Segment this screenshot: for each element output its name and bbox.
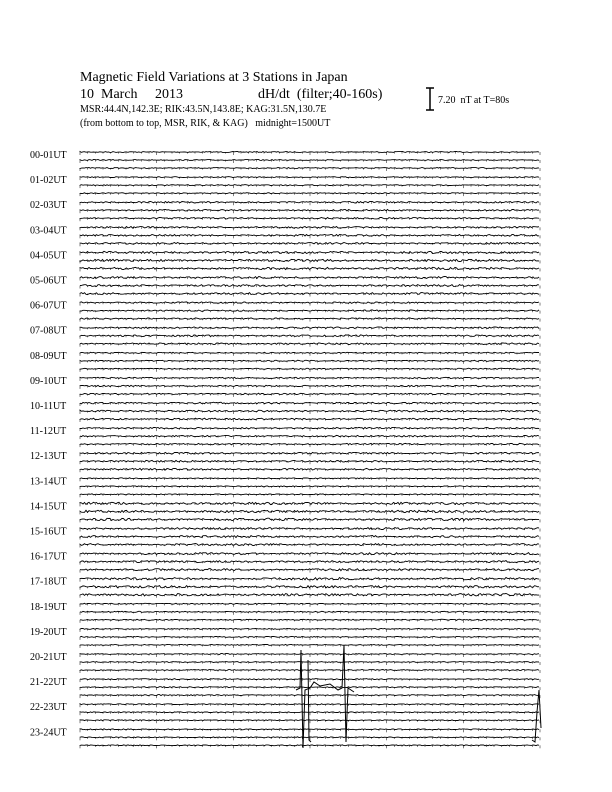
minute-ticks-19-20UT-MSR: [80, 645, 540, 648]
minute-ticks-04-05UT-RIK: [80, 260, 540, 263]
minute-ticks-12-13UT-RIK: [80, 461, 540, 464]
row-label-04-05UT: 04-05UT: [30, 250, 67, 262]
minute-ticks-05-06UT-RIK: [80, 286, 540, 289]
scale-label: 7.20 nT at T=80s: [438, 95, 510, 106]
minute-ticks-01-02UT-RIK: [80, 185, 540, 188]
minute-ticks-00-01UT-KAG: [80, 152, 540, 155]
row-label-00-01UT: 00-01UT: [30, 150, 67, 161]
minute-ticks-11-12UT-KAG: [80, 428, 540, 431]
row-label-15-16UT: 15-16UT: [30, 526, 67, 538]
minute-ticks-13-14UT-KAG: [80, 478, 540, 481]
minute-ticks-02-03UT-KAG: [80, 202, 540, 205]
minute-ticks-03-04UT-KAG: [80, 227, 540, 230]
minute-ticks-17-18UT-MSR: [80, 595, 540, 598]
minute-ticks-00-01UT-MSR: [80, 168, 540, 171]
minute-ticks-23-24UT-KAG: [80, 729, 540, 732]
row-label-11-12UT: 11-12UT: [30, 426, 67, 438]
minute-ticks-23-24UT-RIK: [80, 737, 540, 740]
chart-quantity: dH/dt (filter;40-160s): [258, 87, 383, 102]
row-label-13-14UT: 13-14UT: [30, 476, 67, 488]
minute-ticks-00-01UT-RIK: [80, 160, 540, 163]
row-label-19-20UT: 19-20UT: [30, 626, 67, 638]
minute-ticks-20-21UT-KAG: [80, 654, 540, 657]
minute-ticks-16-17UT-MSR: [80, 570, 540, 573]
minute-ticks-23-24UT-MSR: [80, 745, 540, 748]
minute-ticks-21-22UT-MSR: [80, 695, 540, 698]
row-label-01-02UT: 01-02UT: [30, 175, 67, 187]
row-label-03-04UT: 03-04UT: [30, 225, 67, 237]
minute-ticks-20-21UT-RIK: [80, 662, 540, 665]
minute-ticks-06-07UT-RIK: [80, 311, 540, 314]
minute-ticks-03-04UT-RIK: [80, 235, 540, 238]
minute-ticks-19-20UT-RIK: [80, 637, 540, 640]
minute-ticks-05-06UT-KAG: [80, 278, 540, 281]
minute-ticks-12-13UT-MSR: [80, 469, 540, 472]
minute-ticks-08-09UT-MSR: [80, 369, 540, 372]
row-label-07-08UT: 07-08UT: [30, 325, 67, 337]
minute-ticks-01-02UT-KAG: [80, 177, 540, 180]
row-label-22-23UT: 22-23UT: [30, 702, 67, 714]
row-label-18-19UT: 18-19UT: [30, 601, 67, 613]
minute-ticks-09-10UT-RIK: [80, 386, 540, 389]
row-label-05-06UT: 05-06UT: [30, 275, 67, 287]
row-label-16-17UT: 16-17UT: [30, 551, 67, 563]
minute-ticks-06-07UT-KAG: [80, 303, 540, 306]
row-label-08-09UT: 08-09UT: [30, 350, 67, 362]
minute-ticks-15-16UT-KAG: [80, 529, 540, 532]
row-label-12-13UT: 12-13UT: [30, 451, 67, 463]
minute-ticks-22-23UT-MSR: [80, 720, 540, 723]
minute-ticks-18-19UT-RIK: [80, 612, 540, 615]
minute-ticks-07-08UT-KAG: [80, 328, 540, 331]
minute-ticks-08-09UT-KAG: [80, 353, 540, 356]
row-label-06-07UT: 06-07UT: [30, 300, 67, 312]
minute-ticks-04-05UT-KAG: [80, 252, 540, 255]
minute-ticks-18-19UT-KAG: [80, 604, 540, 607]
chart-title: Magnetic Field Variations at 3 Stations in Japan: [80, 70, 348, 85]
minute-ticks-18-19UT-MSR: [80, 620, 540, 623]
minute-ticks-01-02UT-MSR: [80, 193, 540, 196]
minute-ticks-12-13UT-KAG: [80, 453, 540, 456]
minute-ticks-15-16UT-RIK: [80, 537, 540, 540]
trace-rows: [30, 150, 541, 748]
row-label-09-10UT: 09-10UT: [30, 375, 67, 387]
station-order-note: (from bottom to top, MSR, RIK, & KAG) midnight=1500UT: [80, 118, 331, 129]
row-label-17-18UT: 17-18UT: [30, 576, 67, 588]
minute-ticks-16-17UT-RIK: [80, 562, 540, 565]
station-coordinates: MSR:44.4N,142.3E; RIK:43.5N,143.8E; KAG:31.5N,130.7E: [80, 104, 327, 115]
row-label-02-03UT: 02-03UT: [30, 200, 67, 212]
minute-ticks-08-09UT-RIK: [80, 361, 540, 364]
storm-spike-0: [296, 645, 354, 748]
minute-ticks-11-12UT-MSR: [80, 444, 540, 447]
minute-ticks-06-07UT-MSR: [80, 319, 540, 322]
minute-ticks-02-03UT-RIK: [80, 210, 540, 213]
row-label-10-11UT: 10-11UT: [30, 401, 67, 412]
row-label-14-15UT: 14-15UT: [30, 501, 67, 513]
chart-date: 10 March 2013: [80, 87, 184, 102]
minute-ticks-10-11UT-MSR: [80, 419, 540, 422]
minute-ticks-15-16UT-MSR: [80, 545, 540, 548]
storm-spike-2: [532, 690, 541, 742]
minute-ticks-14-15UT-MSR: [80, 519, 540, 522]
minute-ticks-17-18UT-RIK: [80, 587, 540, 590]
minute-ticks-07-08UT-MSR: [80, 344, 540, 347]
minute-ticks-11-12UT-RIK: [80, 436, 540, 439]
minute-ticks-10-11UT-RIK: [80, 411, 540, 414]
minute-ticks-02-03UT-MSR: [80, 218, 540, 221]
row-label-23-24UT: 23-24UT: [30, 727, 67, 739]
minute-ticks-04-05UT-MSR: [80, 268, 540, 271]
minute-ticks-10-11UT-KAG: [80, 403, 540, 406]
minute-ticks-07-08UT-RIK: [80, 336, 540, 339]
minute-ticks-13-14UT-MSR: [80, 494, 540, 497]
minute-ticks-19-20UT-KAG: [80, 629, 540, 632]
minute-ticks-21-22UT-KAG: [80, 679, 540, 682]
minute-ticks-05-06UT-MSR: [80, 294, 540, 297]
row-label-21-22UT: 21-22UT: [30, 677, 67, 689]
row-label-20-21UT: 20-21UT: [30, 652, 67, 663]
minute-ticks-17-18UT-KAG: [80, 579, 540, 582]
minute-ticks-09-10UT-KAG: [80, 378, 540, 381]
minute-ticks-03-04UT-MSR: [80, 243, 540, 246]
minute-ticks-14-15UT-RIK: [80, 511, 540, 514]
storm-spike-1: [308, 660, 311, 742]
minute-ticks-16-17UT-KAG: [80, 554, 540, 557]
minute-ticks-22-23UT-RIK: [80, 712, 540, 715]
minute-ticks-22-23UT-KAG: [80, 704, 540, 707]
minute-ticks-13-14UT-RIK: [80, 486, 540, 489]
minute-ticks-14-15UT-KAG: [80, 503, 540, 506]
minute-ticks-09-10UT-MSR: [80, 394, 540, 397]
minute-ticks-20-21UT-MSR: [80, 670, 540, 673]
